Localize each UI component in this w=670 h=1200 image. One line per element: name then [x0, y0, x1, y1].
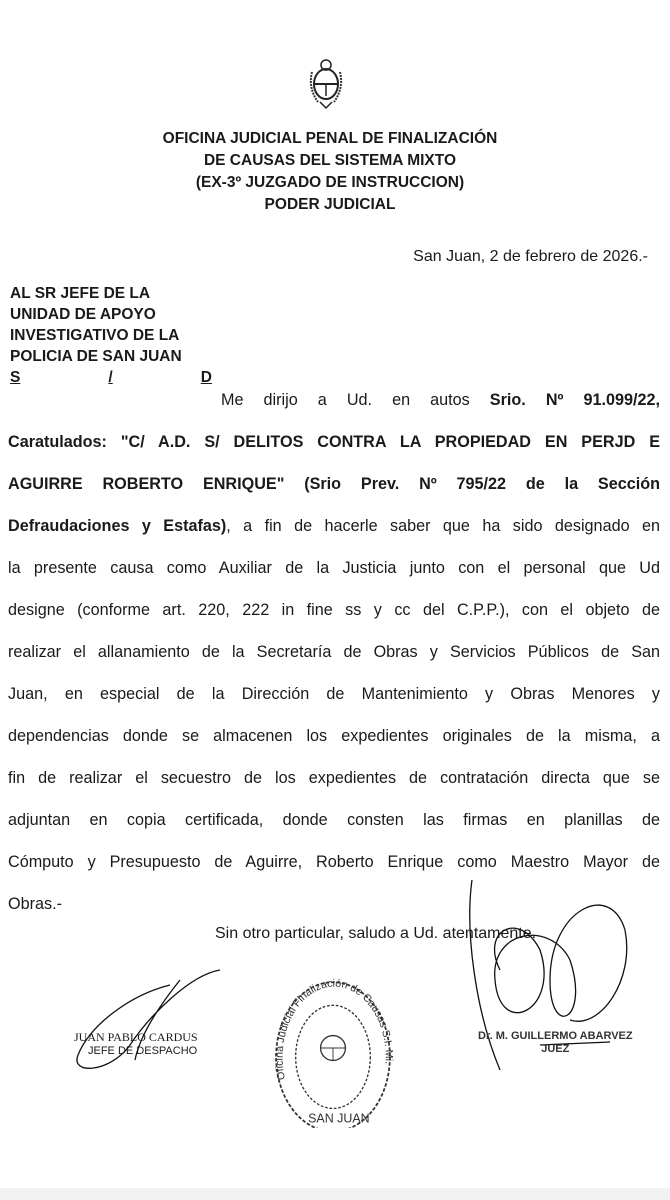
body-line — [8, 430, 660, 472]
svg-text:Oficina Judicial Finalización — [274, 978, 395, 1081]
addressee — [10, 283, 212, 388]
signature-left — [74, 1030, 198, 1058]
body-text: dependencias donde se almacenen los expedientes originales de la misma, a — [8, 727, 660, 745]
body-bold-text: Caratulados: "C/ A.D. S/ DELITOS CONTRA LA PROPIEDAD EN PERJD E — [8, 433, 660, 451]
document-date: San Juan, 2 de febrero de 2026.- — [413, 248, 648, 265]
stamp-ring-text: Oficina Judicial Finalización de Causas S.I. Mi. — [273, 977, 395, 1081]
addressee-line: INVESTIGATIVO DE LA — [10, 327, 180, 344]
body-line — [8, 472, 660, 514]
sd-d: D — [200, 369, 212, 386]
su-despacho — [10, 367, 212, 388]
body-bold-text: Srio. Nº 91.099/22, — [489, 391, 660, 409]
court-stamp — [268, 968, 398, 1128]
signer-right-title: JUEZ — [541, 1043, 570, 1055]
body-text: Juan, en especial de la Dirección de Mantenimiento y Obras Menores y — [8, 685, 660, 703]
body-line — [8, 724, 660, 766]
signer-right-name: Dr. M. GUILLERMO ABARVEZ — [478, 1030, 633, 1042]
sd-s: S — [10, 369, 21, 386]
addressee-line: AL SR JEFE DE LA — [10, 285, 151, 302]
body-text: designe (conforme art. 220, 222 in fine ss y cc del C.P.P.), con el objeto de — [8, 601, 660, 619]
sd-slash: / — [108, 369, 113, 386]
body-line — [8, 556, 660, 598]
signature-left-scribble — [70, 965, 240, 1075]
signature-right — [478, 1030, 633, 1056]
stamp-bottom-text: SAN JUAN — [308, 1111, 370, 1126]
body-text: adjuntan en copia certificada, donde consten las firmas en planillas de — [8, 811, 660, 829]
letterhead-line: PODER JUDICIAL — [264, 196, 396, 213]
addressee-line: POLICIA DE SAN JUAN — [10, 348, 182, 365]
letterhead-line: (EX-3º JUZGADO DE INSTRUCCION) — [195, 174, 465, 191]
body-line — [8, 514, 660, 556]
signer-left-title: JEFE DE DESPACHO — [88, 1045, 198, 1057]
body-bold-text: AGUIRRE ROBERTO ENRIQUE" (Srio Prev. Nº 795/22 de la Sección — [8, 475, 660, 493]
body-line — [8, 766, 660, 808]
body-text: Me dirijo a Ud. en autos — [221, 391, 490, 409]
body-text: la presente causa como Auxiliar de la Justicia junto con el personal que Ud — [8, 559, 660, 577]
letter-body — [8, 388, 660, 934]
body-text: fin de realizar el secuestro de los expedientes de contratación directa que se — [8, 769, 660, 787]
letterhead-line: DE CAUSAS DEL SISTEMA MIXTO — [203, 152, 457, 169]
body-line — [8, 640, 660, 682]
body-bold-text: Defraudaciones y Estafas) — [8, 517, 227, 535]
body-line — [8, 598, 660, 640]
body-text: realizar el allanamiento de la Secretaría de Obras y Servicios Públicos de San — [8, 643, 660, 661]
addressee-line: UNIDAD DE APOYO — [10, 306, 156, 323]
closing-line: Sin otro particular, saludo a Ud. atentamente. — [215, 925, 537, 942]
body-text: Obras.- — [8, 895, 62, 913]
body-line — [8, 388, 660, 430]
body-text: , a fin de hacerle saber que ha sido designado en — [226, 517, 660, 535]
body-line — [8, 808, 660, 850]
letterhead — [120, 128, 540, 216]
body-line — [8, 682, 660, 724]
coat-of-arms-icon — [304, 52, 348, 112]
signer-left-name: JUAN PABLO CARDUS — [74, 1030, 198, 1044]
letterhead-line: OFICINA JUDICIAL PENAL DE FINALIZACIÓN — [162, 130, 498, 147]
page-bottom-margin — [0, 1188, 670, 1200]
body-text: Cómputo y Presupuesto de Aguirre, Roberto Enrique como Maestro Mayor de — [8, 853, 660, 871]
